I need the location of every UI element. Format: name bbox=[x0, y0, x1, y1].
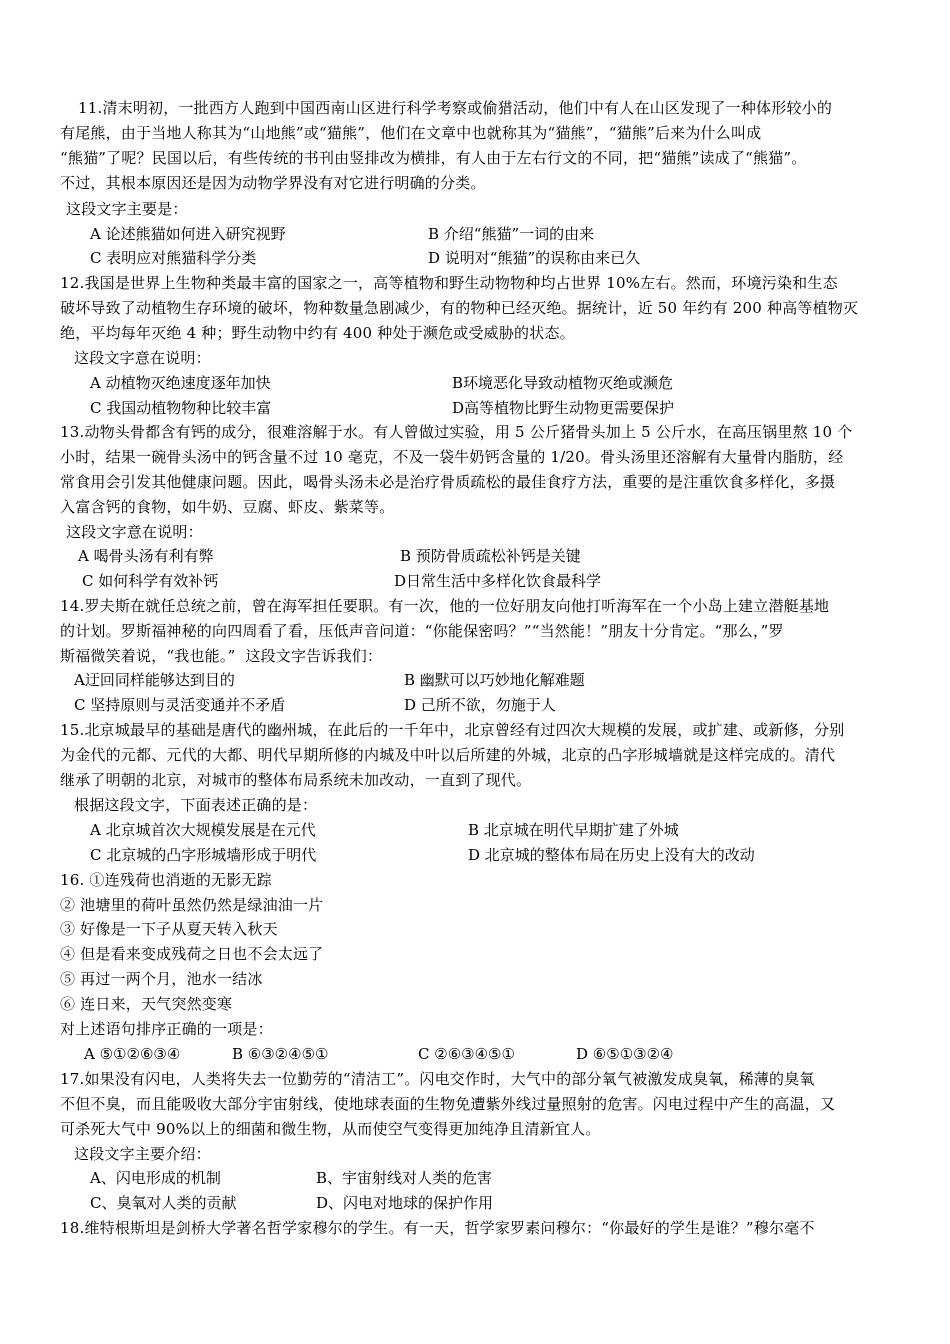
q12-option-a: A 动植物灭绝速度逐年加快 bbox=[90, 374, 271, 392]
q14-option-d: D 己所不欲，勿施于人 bbox=[404, 696, 556, 714]
q13-line-2: 小时，结果一碗骨头汤中的钙含量不过 10 毫克，不及一袋牛奶钙含量的 1/20。骨头汤里还溶解有大量骨内脂肪，经 bbox=[60, 448, 844, 466]
q12-option-c: C 我国动植物物种比较丰富 bbox=[90, 399, 272, 417]
q15-line-2: 为金代的元都、元代的大都、明代早期所修的内城及中叶以后所建的外城，北京的凸字形城墙就是这样完成的。清代 bbox=[60, 746, 836, 764]
q13-option-c: C 如何科学有效补钙 bbox=[82, 572, 219, 590]
q16-option-a: A ⑤①②⑥③④ bbox=[84, 1045, 181, 1063]
q12-option-d: D高等植物比野生动物更需要保护 bbox=[452, 399, 675, 417]
q13-line-1: 13.动物头骨都含有钙的成分，很难溶解于水。有人曾做过实验，用 5 公斤猪骨头加上 5 公斤水，在高压锅里熬 10 个 bbox=[60, 423, 853, 441]
q11-option-a: A 论述熊猫如何进入研究视野 bbox=[90, 225, 286, 243]
q16-option-c: C ②⑥③④⑤① bbox=[418, 1045, 515, 1063]
q15-option-d: D 北京城的整体布局在历史上没有大的改动 bbox=[468, 846, 755, 864]
q17-prompt: 这段文字主要介绍： bbox=[74, 1145, 211, 1163]
q16-prompt: 对上述语句排序正确的一项是： bbox=[60, 1020, 273, 1038]
q13-line-4: 入富含钙的食物，如牛奶、豆腐、虾皮、紫菜等。 bbox=[60, 498, 395, 516]
q12-line-2: 破坏导致了动植物生存环境的破坏，物种数量急剧减少，有的物种已经灭绝。据统计，近 50 年约有 200 种高等植物灭 bbox=[60, 299, 859, 317]
q13-option-b: B 预防骨质疏松补钙是关键 bbox=[400, 547, 581, 565]
q13-option-d: D日常生活中多样化饮食最科学 bbox=[394, 572, 602, 590]
q16-line-4: ④ 但是看来变成残荷之日也不会太远了 bbox=[60, 945, 324, 963]
q16-line-3: ③ 好像是一下子从夏天转入秋天 bbox=[60, 920, 278, 938]
q17-option-b: B、宇宙射线对人类的危害 bbox=[316, 1169, 493, 1187]
q15-option-a: A 北京城首次大规模发展是在元代 bbox=[90, 821, 316, 839]
q14-option-a: A迂回同样能够达到目的 bbox=[74, 671, 235, 689]
q15-option-b: B 北京城在明代早期扩建了外城 bbox=[468, 821, 679, 839]
q16-line-6: ⑥ 连日来，天气突然变寒 bbox=[60, 995, 233, 1013]
q11-option-b: B 介绍“熊猫”一词的由来 bbox=[428, 225, 595, 243]
q11-line-3: “熊猫”了呢？民国以后，有些传统的书刊由竖排改为横排，有人由于左右行文的不同，把“猫熊”读成了“熊猫”。 bbox=[60, 149, 807, 167]
q16-line-5: ⑤ 再过一两个月，池水一结冰 bbox=[60, 970, 263, 988]
q12-option-b: B环境恶化导致动植物灭绝或濒危 bbox=[452, 374, 674, 392]
q17-option-d: D、闪电对地球的保护作用 bbox=[316, 1194, 494, 1212]
q11-line-1: 11.清末明初，一批西方人跑到中国西南山区进行科学考察或偷猎活动，他们中有人在山区发现了一种体形较小的 bbox=[78, 99, 833, 117]
q15-line-1: 15.北京城最早的基础是唐代的幽州城，在此后的一千年中，北京曾经有过四次大规模的发展，或扩建、或新修，分别 bbox=[60, 721, 845, 739]
q18-line-1: 18.维特根斯坦是剑桥大学著名哲学家穆尔的学生。有一天，哲学家罗素问穆尔：“你最好的学生是谁？”穆尔毫不 bbox=[60, 1219, 815, 1237]
q12-prompt: 这段文字意在说明： bbox=[74, 349, 211, 367]
q17-option-a: A、闪电形成的机制 bbox=[90, 1169, 221, 1187]
q14-line-1: 14.罗夫斯在就任总统之前，曾在海军担任要职。有一次，他的一位好朋友向他打听海军在一个小岛上建立潜艇基地 bbox=[60, 597, 830, 615]
q14-option-c: C 坚持原则与灵活变通并不矛盾 bbox=[74, 696, 286, 714]
q14-option-b: B 幽默可以巧妙地化解难题 bbox=[404, 671, 585, 689]
q13-line-3: 常食用会引发其他健康问题。因此，喝骨头汤未必是治疗骨质疏松的最佳食疗方法，重要的是注重饮食多样化，多摄 bbox=[60, 473, 836, 491]
q15-option-c: C 北京城的凸字形城墙形成于明代 bbox=[90, 846, 317, 864]
q15-line-3: 继承了明朝的北京，对城市的整体布局系统未加改动，一直到了现代。 bbox=[60, 771, 532, 789]
q17-line-2: 不但不臭，而且能吸收大部分宇宙射线，使地球表面的生物免遭紫外线过量照射的危害。闪电过程中产生的高温，又 bbox=[60, 1095, 836, 1113]
q16-option-d: D ⑥⑤①③②④ bbox=[576, 1045, 674, 1063]
q11-prompt: 这段文字主要是： bbox=[66, 200, 188, 218]
q14-line-2: 的计划。罗斯福神秘的向四周看了看，压低声音问道：“你能保密吗？”“当然能！”朋友十分肯定。“那么，”罗 bbox=[60, 622, 784, 640]
q16-line-1: 16. ①连残荷也消逝的无影无踪 bbox=[60, 871, 272, 889]
q15-prompt: 根据这段文字，下面表述正确的是： bbox=[74, 796, 318, 814]
q17-line-3: 可杀死大气中 90%以上的细菌和微生物，从而使空气变得更加纯净且清新宜人。 bbox=[60, 1120, 601, 1138]
q11-option-c: C 表明应对熊猫科学分类 bbox=[90, 249, 257, 267]
q12-line-1: 12.我国是世界上生物种类最丰富的国家之一，高等植物和野生动物物种均占世界 10%左右。然而，环境污染和生态 bbox=[60, 274, 838, 292]
q17-line-1: 17.如果没有闪电，人类将失去一位勤劳的“清洁工”。闪电交作时，大气中的部分氧气被激发成臭氧，稀薄的臭氧 bbox=[60, 1070, 815, 1088]
q13-prompt: 这段文字意在说明： bbox=[66, 523, 203, 541]
q14-line-3: 斯福微笑着说，“我也能。” 这段文字告诉我们： bbox=[60, 647, 383, 665]
q11-line-2: 有尾熊，由于当地人称其为“山地熊”或“猫熊”，他们在文章中也就称其为“猫熊”，“猫熊”后来为什么叫成 bbox=[60, 124, 762, 142]
q11-option-d: D 说明对“熊猫”的误称由来已久 bbox=[428, 249, 641, 267]
q13-option-a: A 喝骨头汤有利有弊 bbox=[78, 547, 214, 565]
q11-line-4: 不过，其根本原因还是因为动物学界没有对它进行明确的分类。 bbox=[60, 174, 486, 192]
q16-option-b: B ⑥③②④⑤① bbox=[232, 1045, 329, 1063]
q16-line-2: ② 池塘里的荷叶虽然仍然是绿油油一片 bbox=[60, 896, 324, 914]
q17-option-c: C、臭氧对人类的贡献 bbox=[90, 1194, 237, 1212]
q12-line-3: 绝，平均每年灭绝 4 种；野生动物中约有 400 种处于濒危或受威胁的状态。 bbox=[60, 324, 575, 342]
